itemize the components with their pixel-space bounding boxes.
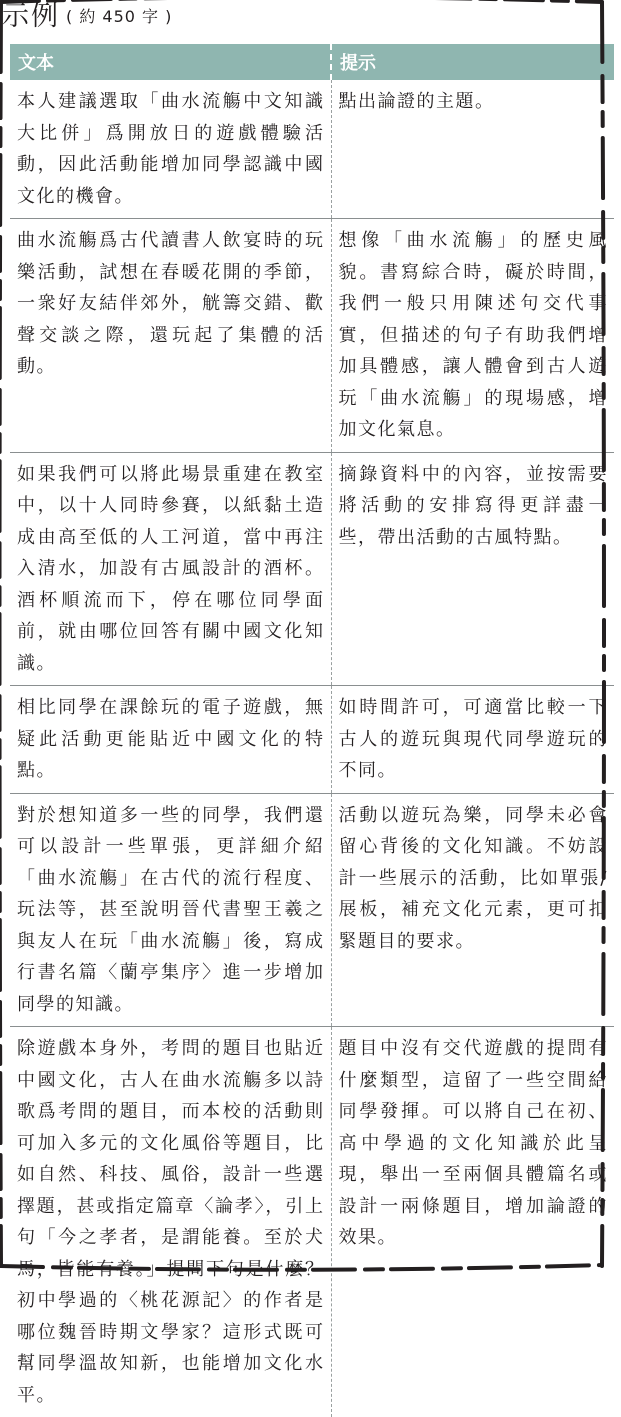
row-text: 除遊戲本身外，考問的題目也貼近中國文化，古人在曲水流觴多以詩歌爲考問的題目，而本校的活動則可加入多元的文化風俗等題目，比如自然、科技、風俗，設計一些選擇題，甚或指定篇章〈論孝〉，引上句「今之孝者，是謂能養。至於犬馬，皆能有養。」提問下句是什麼？初中學過的〈桃花源記〉的作者是哪位魏晉時期文學家？這形式既可幫同學溫故知新，也能增加文化水平。 xyxy=(10,1027,331,1417)
table-header-row xyxy=(10,44,614,80)
row-hint: 如時間許可，可適當比較一下古人的遊玩與現代同學遊玩的不同。 xyxy=(331,686,614,794)
table-row xyxy=(10,793,614,1027)
word-count-note: ( 約 450 字 ) xyxy=(66,7,172,26)
row-text: 曲水流觴爲古代讀書人飲宴時的玩樂活動，試想在春暖花開的季節，一衆好友結伴郊外，觥籌交錯、歡聲交談之際，還玩起了集體的活動。 xyxy=(10,219,331,453)
header-hint-column: 提示 xyxy=(331,44,614,80)
example-table-frame xyxy=(10,44,614,1310)
example-heading xyxy=(2,0,172,36)
table-row xyxy=(10,686,614,794)
example-table xyxy=(10,44,614,1417)
row-hint: 點出論證的主題。 xyxy=(331,80,614,219)
row-text: 本人建議選取「曲水流觴中文知識大比併」爲開放日的遊戲體驗活動，因此活動能增加同學認識中國文化的機會。 xyxy=(10,80,331,219)
row-hint: 活動以遊玩為樂，同學未必會留心背後的文化知識。不妨設計一些展示的活動，比如單張/展板，補充文化元素，更可扣緊題目的要求。 xyxy=(331,793,614,1027)
row-hint: 題目中沒有交代遊戲的提問有什麼類型，這留了一些空間給同學發揮。可以將自己在初、高中學過的文化知識於此呈現，舉出一至兩個具體篇名或設計一兩條題目，增加論證的效果。 xyxy=(331,1027,614,1417)
table-row xyxy=(10,452,614,686)
table-row xyxy=(10,219,614,453)
row-hint: 摘錄資料中的內容，並按需要將活動的安排寫得更詳盡一些，帶出活動的古風特點。 xyxy=(331,452,614,686)
table-row xyxy=(10,1027,614,1417)
row-text: 如果我們可以將此場景重建在教室中，以十人同時參賽，以紙黏土造成由高至低的人工河道，當中再注入清水，加設有古風設計的酒杯。酒杯順流而下，停在哪位同學面前，就由哪位回答有關中國文化知識。 xyxy=(10,452,331,686)
table-row xyxy=(10,80,614,219)
row-hint: 想像「曲水流觴」的歷史風貌。書寫綜合時，礙於時間，我們一般只用陳述句交代事實，但描述的句子有助我們增加具體感，讓人體會到古人遊玩「曲水流觴」的現場感，增加文化氣息。 xyxy=(331,219,614,453)
row-text: 相比同學在課餘玩的電子遊戲，無疑此活動更能貼近中國文化的特點。 xyxy=(10,686,331,794)
example-title: 示例 xyxy=(2,1,60,32)
header-text-column: 文本 xyxy=(10,44,331,80)
row-text: 對於想知道多一些的同學，我們還可以設計一些單張，更詳細介紹「曲水流觴」在古代的流行程度、玩法等，甚至說明晉代書聖王羲之與友人在玩「曲水流觴」後，寫成行書名篇〈蘭亭集序〉進一步增加同學的知識。 xyxy=(10,793,331,1027)
